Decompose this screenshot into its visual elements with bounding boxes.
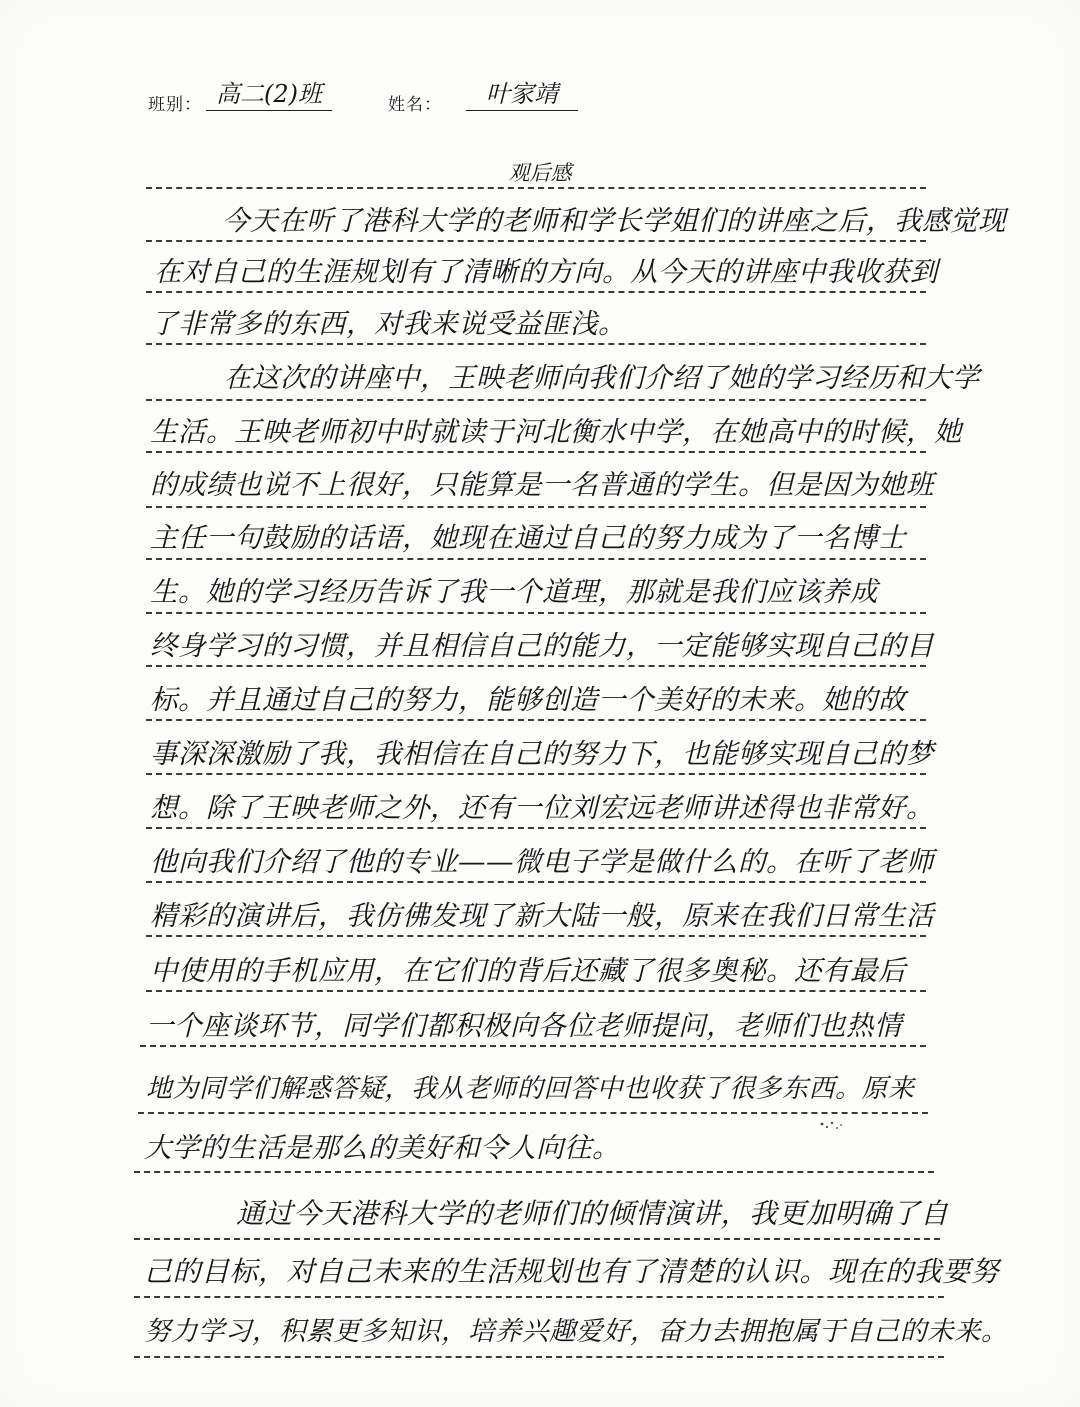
ruled-line	[146, 506, 926, 508]
essay-line: 大学的生活是那么的美好和令人向往。	[144, 1132, 620, 1164]
ruled-line	[146, 612, 926, 614]
essay-line: 了非常多的东西，对我来说受益匪浅。	[150, 308, 626, 340]
ink-speck	[818, 1118, 844, 1132]
ruled-line	[146, 451, 926, 453]
essay-line: 一个座谈环节，同学们都积极向各位老师提问，老师们也热情	[146, 1010, 902, 1042]
ruled-line	[146, 558, 926, 560]
ruled-line	[138, 1112, 928, 1114]
ruled-line	[146, 719, 926, 721]
ruled-line	[146, 665, 926, 667]
ruled-line	[146, 827, 926, 829]
essay-line: 生。她的学习经历告诉了我一个道理，那就是我们应该养成	[150, 576, 878, 608]
essay-line: 标。并且通过自己的努力，能够创造一个美好的未来。她的故	[150, 684, 906, 716]
essay-line: 今天在听了港科大学的老师和学长学姐们的讲座之后，我感觉现	[222, 205, 1006, 237]
name-label: 姓名：	[388, 95, 442, 115]
ruled-line	[146, 399, 926, 401]
essay-line: 中使用的手机应用，在它们的背后还藏了很多奥秘。还有最后	[150, 955, 906, 987]
essay-line: 地为同学们解惑答疑，我从老师的回答中也收获了很多东西。原来	[146, 1074, 915, 1104]
essay-line: 事深深激励了我，我相信在自己的努力下，也能够实现自己的梦	[150, 738, 934, 770]
class-value: 高二(2)班	[206, 78, 332, 111]
name-value: 叶家靖	[466, 78, 578, 111]
essay-line: 主任一句鼓励的话语，她现在通过自己的努力成为了一名博士	[150, 522, 906, 554]
essay-line: 通过今天港科大学的老师们的倾情演讲，我更加明确了自	[236, 1197, 949, 1230]
class-label: 班别：	[148, 95, 202, 115]
essay-line: 他向我们介绍了他的专业——微电子学是做什么的。在听了老师	[150, 846, 934, 878]
ruled-line	[134, 1296, 944, 1298]
essay-line: 精彩的演讲后，我仿佛发现了新大陆一般，原来在我们日常生活	[150, 900, 934, 932]
ruled-line	[134, 1171, 934, 1173]
essay-line: 己的目标，对自己未来的生活规划也有了清楚的认识。现在的我要努	[144, 1255, 1000, 1288]
ruled-line	[140, 1045, 926, 1047]
ruled-line	[134, 1238, 940, 1240]
essay-line: 生活。王映老师初中时就读于河北衡水中学，在她高中的时候，她	[150, 416, 962, 448]
ruled-line	[146, 240, 926, 242]
ruled-line	[146, 187, 926, 189]
essay-line: 在对自己的生涯规划有了清晰的方向。从今天的讲座中我收获到	[154, 256, 938, 288]
ruled-line	[146, 935, 926, 937]
ruled-line	[146, 343, 926, 345]
ruled-line	[146, 773, 926, 775]
essay-line: 在这次的讲座中，王映老师向我们介绍了她的学习经历和大学	[224, 362, 980, 394]
essay-line: 终身学习的习惯，并且相信自己的能力，一定能够实现自己的目	[150, 630, 934, 662]
ruled-line	[146, 881, 926, 883]
ruled-line	[146, 291, 926, 293]
essay-line: 的成绩也说不上很好，只能算是一名普通的学生。但是因为她班	[150, 469, 934, 501]
ruled-line	[134, 1356, 944, 1358]
essay-title: 观后感	[508, 161, 572, 185]
essay-line: 想。除了王映老师之外，还有一位刘宏远老师讲述得也非常好。	[150, 792, 934, 824]
essay-line: 努力学习，积累更多知识，培养兴趣爱好，奋力去拥抱属于自己的未来。	[144, 1316, 1008, 1347]
ruled-line	[146, 990, 926, 992]
